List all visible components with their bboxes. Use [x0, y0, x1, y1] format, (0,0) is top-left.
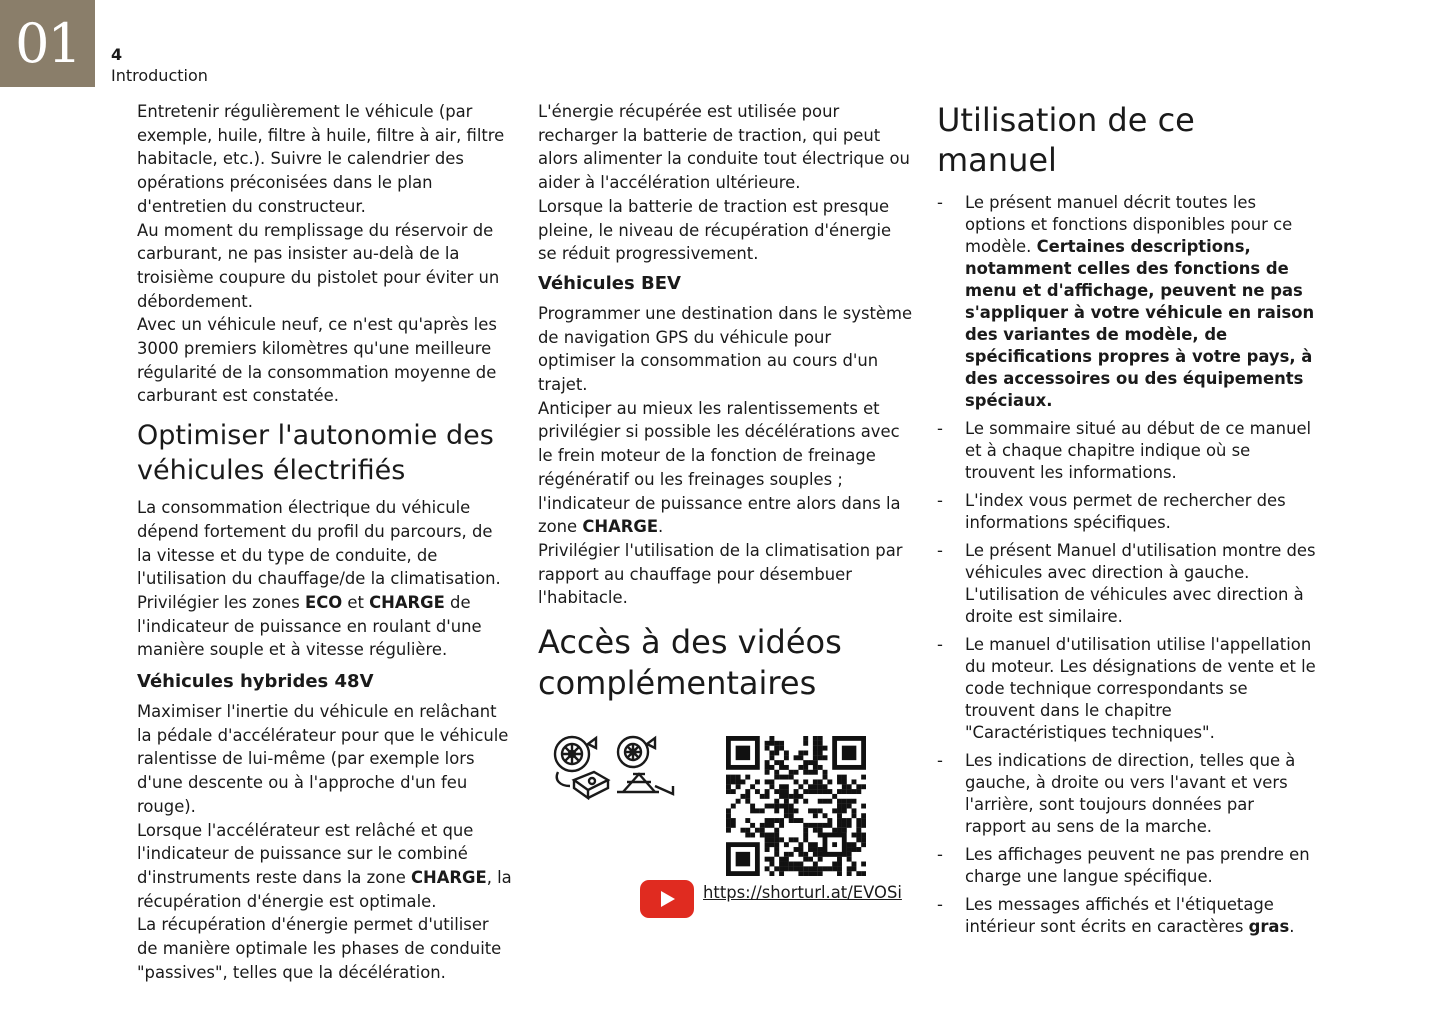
- section-heading: Optimiser l'autonomie des véhicules électrifiés: [137, 420, 494, 487]
- paragraph: Privilégier l'utilisation de la climatisation par rapport au chauffage pour désembuer l'habitacle.: [538, 540, 903, 608]
- subheading: Véhicules hybrides 48V: [137, 671, 374, 693]
- tire-jack-icon: [613, 734, 679, 800]
- youtube-play-icon[interactable]: [640, 880, 694, 918]
- chapter-tab: 01: [0, 0, 95, 87]
- section-heading: Utilisation de ce manuel: [937, 101, 1195, 179]
- list-item: - Les affichages peuvent ne pas prendre en charge une langue spécifique.: [937, 845, 1310, 886]
- video-link[interactable]: https://shorturl.at/EVOSi: [703, 883, 902, 903]
- column-1: [137, 100, 512, 985]
- paragraph: Lorsque la batterie de traction est presque pleine, le niveau de récupération d'énergie se réduit progressivement.: [538, 196, 892, 264]
- list-item: - Le manuel d'utilisation utilise l'appellation du moteur. Les désignations de vente et le code technique correspondants se trouvent dans le chapitre "Caractéristiques techniques".: [937, 635, 1316, 742]
- video-access-block: [538, 728, 913, 928]
- tire-compressor-icon: [550, 734, 612, 800]
- column-2: [538, 100, 913, 928]
- list-item: - Le sommaire situé au début de ce manuel et à chaque chapitre indique où se trouvent les informations.: [937, 419, 1312, 482]
- list-item: - Le présent manuel décrit toutes les options et fonctions disponibles pour ce modèle. Certaines descriptions, notamment celles des fonctions de menu et d'affichage, peuvent ne pas s'appliquer à votre véhicule en raison des variantes de modèle, de spécifications propres à votre pays, à des accessoires ou des équipements spéciaux.: [937, 193, 1315, 410]
- paragraph: Lorsque l'accélérateur est relâché et que l'indicateur de puissance sur le combiné d'instruments reste dans la zone CHARGE, la récupération d'énergie est optimale.: [137, 820, 512, 911]
- info-list: [937, 192, 1317, 938]
- paragraph: Au moment du remplissage du réservoir de carburant, ne pas insister au-delà de la troisième coupure du pistolet pour éviter un débordement.: [137, 220, 500, 311]
- qr-code[interactable]: [726, 736, 866, 876]
- section-name: Introduction: [111, 66, 208, 85]
- paragraph: Avec un véhicule neuf, ce n'est qu'après les 3000 premiers kilomètres qu'une meilleure régularité de la consommation moyenne de carburant est constatée.: [137, 315, 497, 406]
- list-item: - Les messages affichés et l'étiquetage intérieur sont écrits en caractères gras.: [937, 895, 1295, 936]
- list-item: - Le présent Manuel d'utilisation montre des véhicules avec direction à gauche. L'utilisation de véhicules avec direction à droite est similaire.: [937, 541, 1316, 626]
- paragraph: Privilégier les zones ECO et CHARGE de l'indicateur de puissance en roulant d'une manière souple et à vitesse régulière.: [137, 592, 482, 660]
- paragraph: L'énergie récupérée est utilisée pour recharger la batterie de traction, qui peut alors alimenter la conduite tout électrique ou aider à l'accélération ultérieure.: [538, 102, 910, 193]
- column-3: [937, 100, 1317, 944]
- paragraph: Anticiper au mieux les ralentissements et privilégier si possible les décélérations avec le frein moteur de la fonction de freinage régénératif ou les freinages souples ; l'indicateur de puissance entre alors dans la zone CHARGE.: [538, 398, 901, 537]
- paragraph: Entretenir régulièrement le véhicule (par exemple, huile, filtre à huile, filtre à air, filtre habitacle, etc.). Suivre le calendrier des opérations préconisées dans le plan d'entretien du constructeur.: [137, 102, 505, 216]
- paragraph: Programmer une destination dans le système de navigation GPS du véhicule pour optimiser la consommation au cours d'un trajet.: [538, 303, 913, 395]
- paragraph: Maximiser l'inertie du véhicule en relâchant la pédale d'accélérateur pour que le véhicule ralentisse de lui-même (par exemple lors d'une descente ou à l'approche d'un feu rouge).: [137, 702, 509, 816]
- list-item: - L'index vous permet de rechercher des informations spécifiques.: [937, 491, 1286, 532]
- paragraph: La consommation électrique du véhicule dépend fortement du profil du parcours, de la vitesse et du type de conduite, de l'utilisation du chauffage/de la climatisation.: [137, 498, 501, 589]
- section-heading: Accès à des vidéos complémentaires: [538, 623, 842, 703]
- page-number: 4: [111, 45, 123, 64]
- list-item: - Les indications de direction, telles que à gauche, à droite ou vers l'avant et vers l'arrière, sont toujours données par rapport au sens de la marche.: [937, 751, 1296, 836]
- paragraph: La récupération d'énergie permet d'utiliser de manière optimale les phases de conduite "passives", telles que la décélération.: [137, 915, 502, 982]
- subheading: Véhicules BEV: [538, 272, 681, 294]
